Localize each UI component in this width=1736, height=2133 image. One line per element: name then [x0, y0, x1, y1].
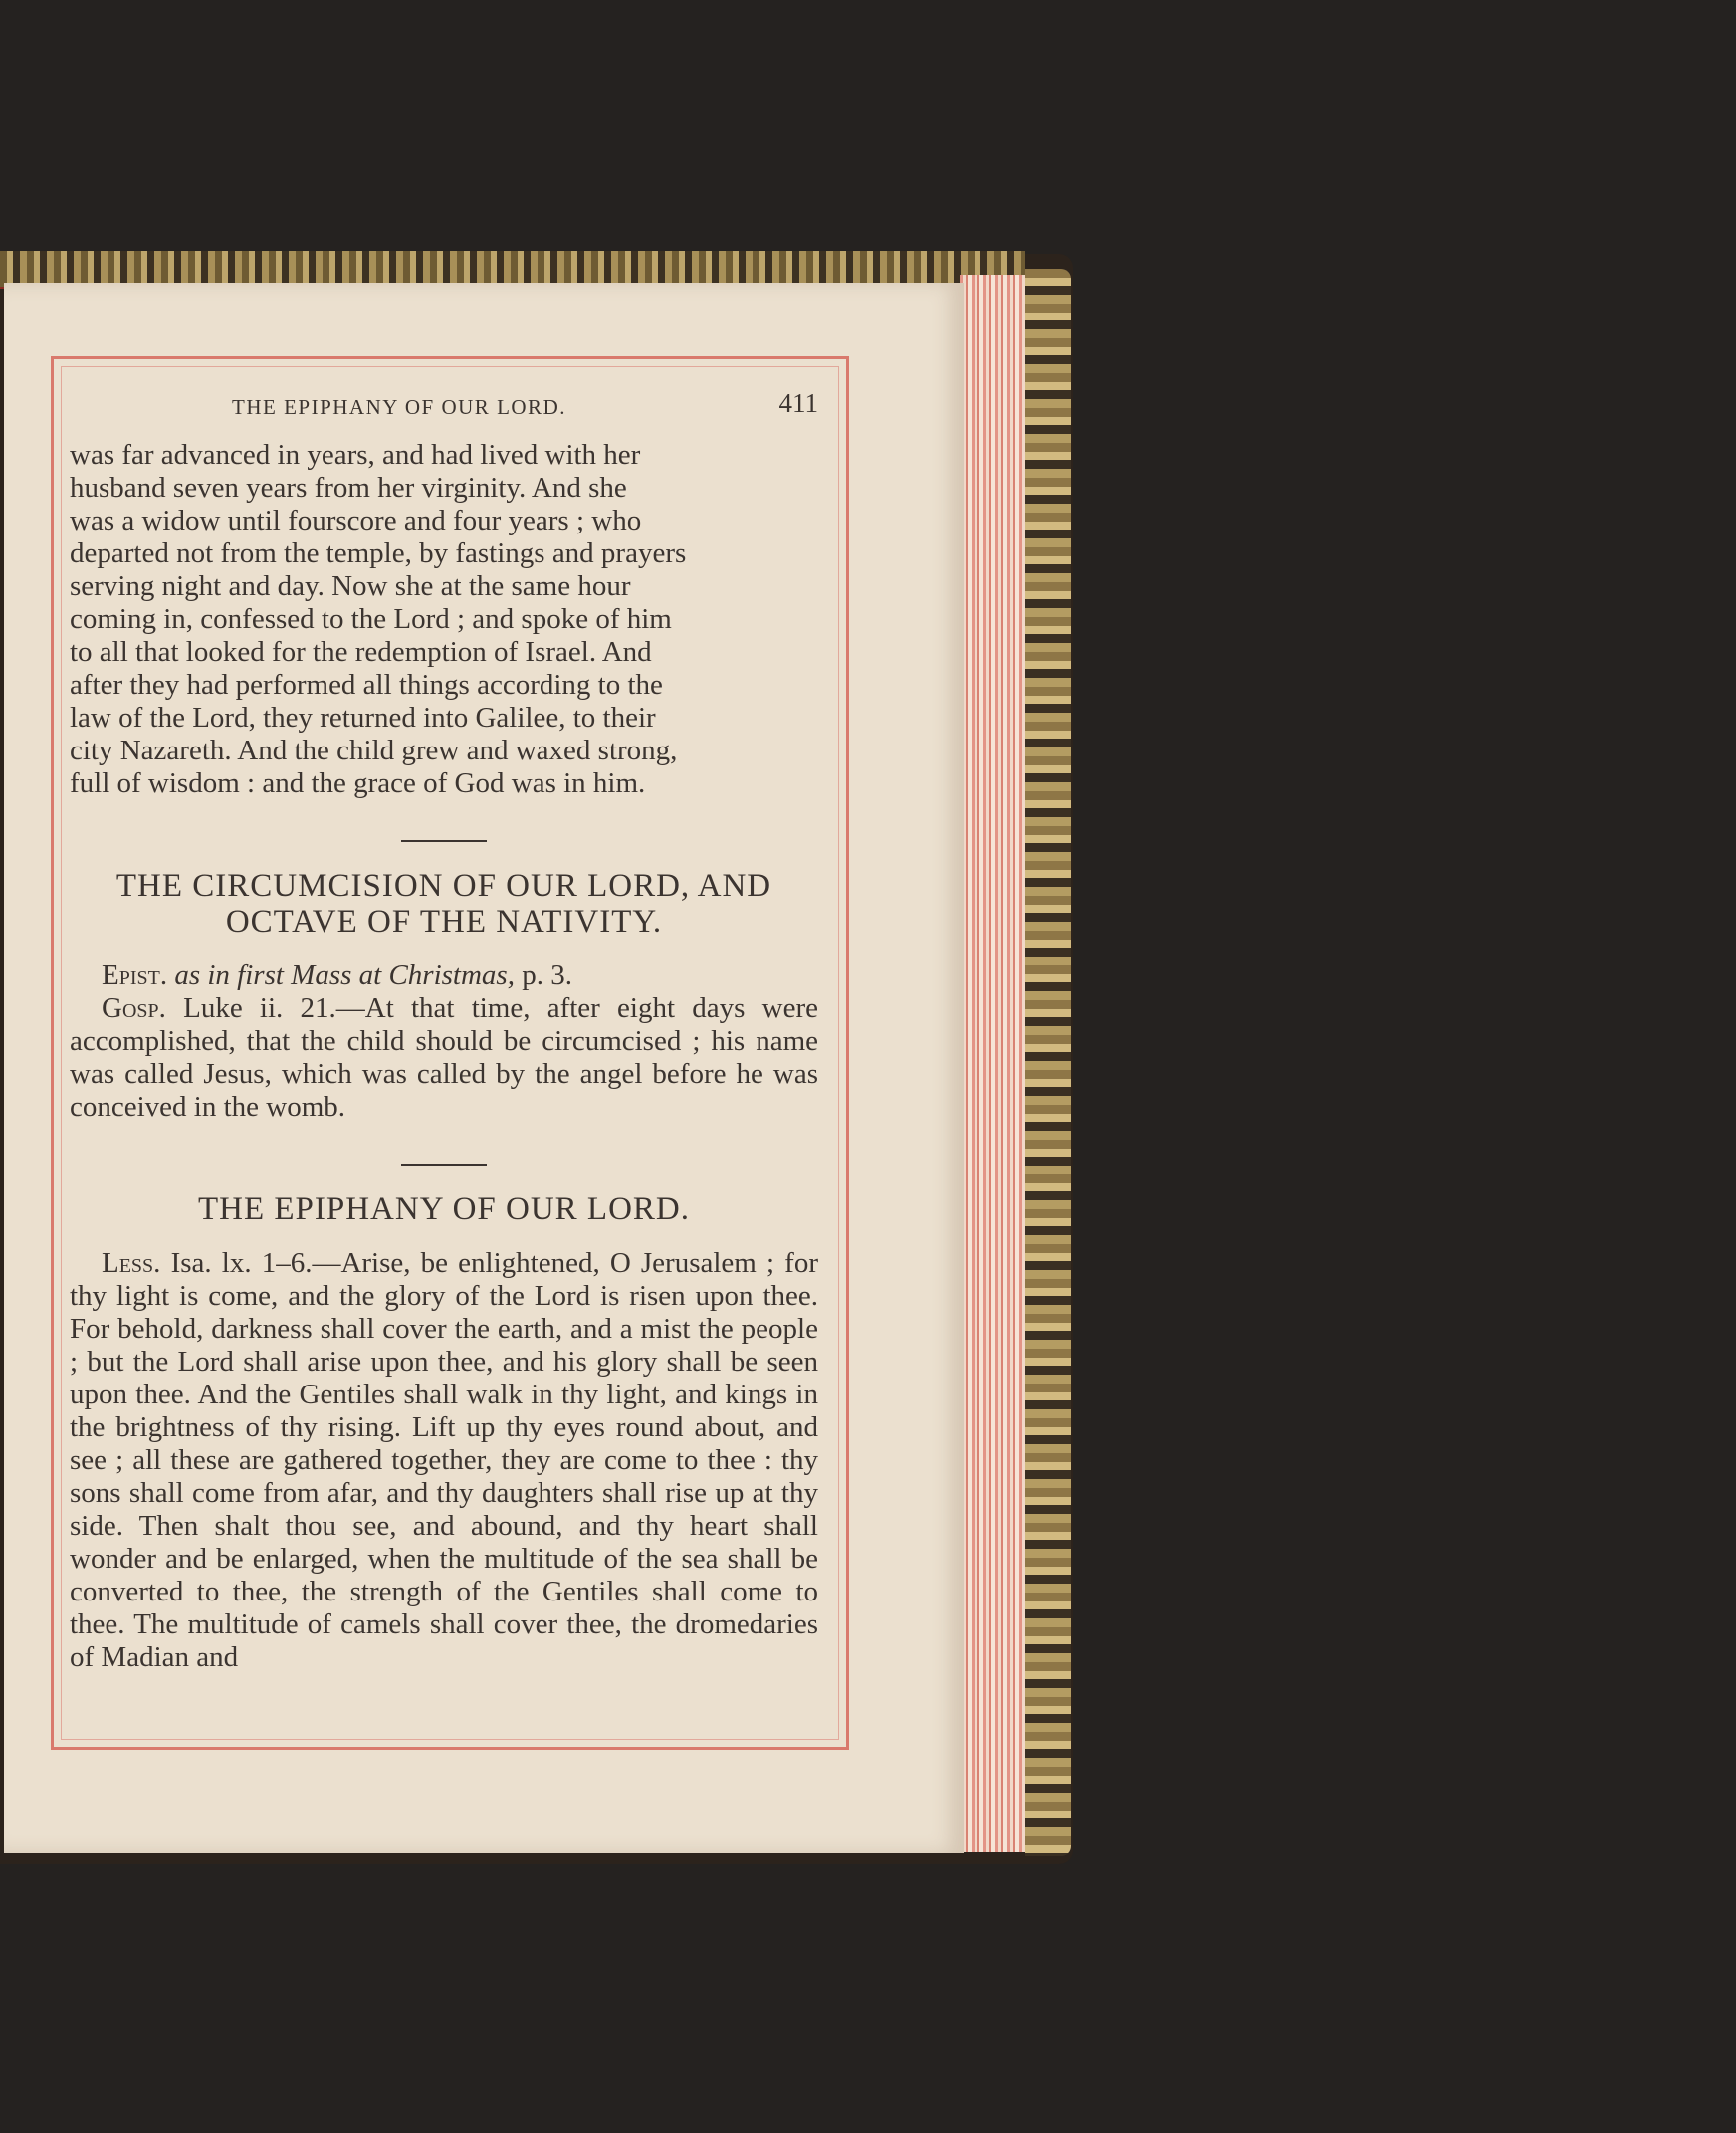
lesson-entry: [70, 1247, 818, 1674]
epistle-label: Epist.: [102, 960, 168, 991]
circumcision-heading: [70, 868, 818, 940]
section-divider: [401, 1164, 487, 1166]
text-line: was far advanced in years, and had lived with her: [70, 439, 641, 471]
page-text: [70, 383, 818, 1674]
text-line: departed not from the temple, by fastings and prayers: [70, 537, 687, 569]
lesson-label: Less.: [102, 1247, 161, 1279]
gospel-text: Luke ii. 21.—At that time, after eight days were accomplished, that the child should be circumcised ; his name was called Jesus, which was called by the angel before he was conceived in the womb.: [70, 992, 818, 1123]
section-divider: [401, 840, 487, 842]
gospel-entry: [70, 992, 818, 1124]
text-line: city Nazareth. And the child grew and waxed strong,: [70, 735, 678, 766]
heading-line: OCTAVE OF THE NATIVITY.: [225, 904, 663, 940]
lesson-text: Isa. lx. 1–6.—Arise, be enlightened, O Jerusalem ; for thy light is come, and the glory of the Lord is risen upon thee. For behold, darkness shall cover the earth, and a mist the people ; but the Lord shall arise upon thee, and his glory shall be seen upon thee. And the Gentiles shall walk in thy light, and kings in the brightness of thy rising. Lift up thy eyes round about, and see ; all these are gathered together, they are come to thee : thy sons shall come from afar, and thy daughters shall rise up at thy side. Then shalt thou see, and abound, and thy heart shall wonder and be enlarged, when the multitude of the sea shall be converted to thee, the strength of the Gentiles shall come to thee. The multitude of camels shall cover thee, the dromedaries of Madian and: [70, 1247, 818, 1673]
epiphany-heading: THE EPIPHANY OF OUR LORD.: [197, 1191, 691, 1227]
text-line: coming in, confessed to the Lord ; and spoke of him: [70, 603, 672, 635]
heading-line: THE CIRCUMCISION OF OUR LORD, AND: [115, 868, 772, 904]
epistle-page-ref: p. 3.: [514, 960, 572, 991]
text-line: serving night and day. Now she at the same hour: [70, 570, 631, 602]
running-head: [70, 383, 818, 429]
opening-paragraph: [70, 439, 818, 800]
page-number: 411: [778, 388, 818, 418]
gilt-spine-edge: [1025, 269, 1071, 1856]
running-title: THE EPIPHANY OF OUR LORD.: [232, 395, 566, 419]
text-line: law of the Lord, they returned into Galilee, to their: [70, 702, 656, 734]
page-edges: [960, 275, 1025, 1852]
text-line: to all that looked for the redemption of Israel. And: [70, 636, 652, 668]
text-line: after they had performed all things according to the: [70, 669, 663, 701]
epistle-entry: [70, 960, 818, 992]
epistle-reference: as in first Mass at Christmas,: [174, 960, 515, 991]
text-line: was a widow until fourscore and four years ; who: [70, 505, 642, 536]
gospel-label: Gosp.: [102, 992, 166, 1024]
text-line: husband seven years from her virginity. And she: [70, 472, 627, 504]
text-line: full of wisdom : and the grace of God was in him.: [70, 767, 646, 799]
